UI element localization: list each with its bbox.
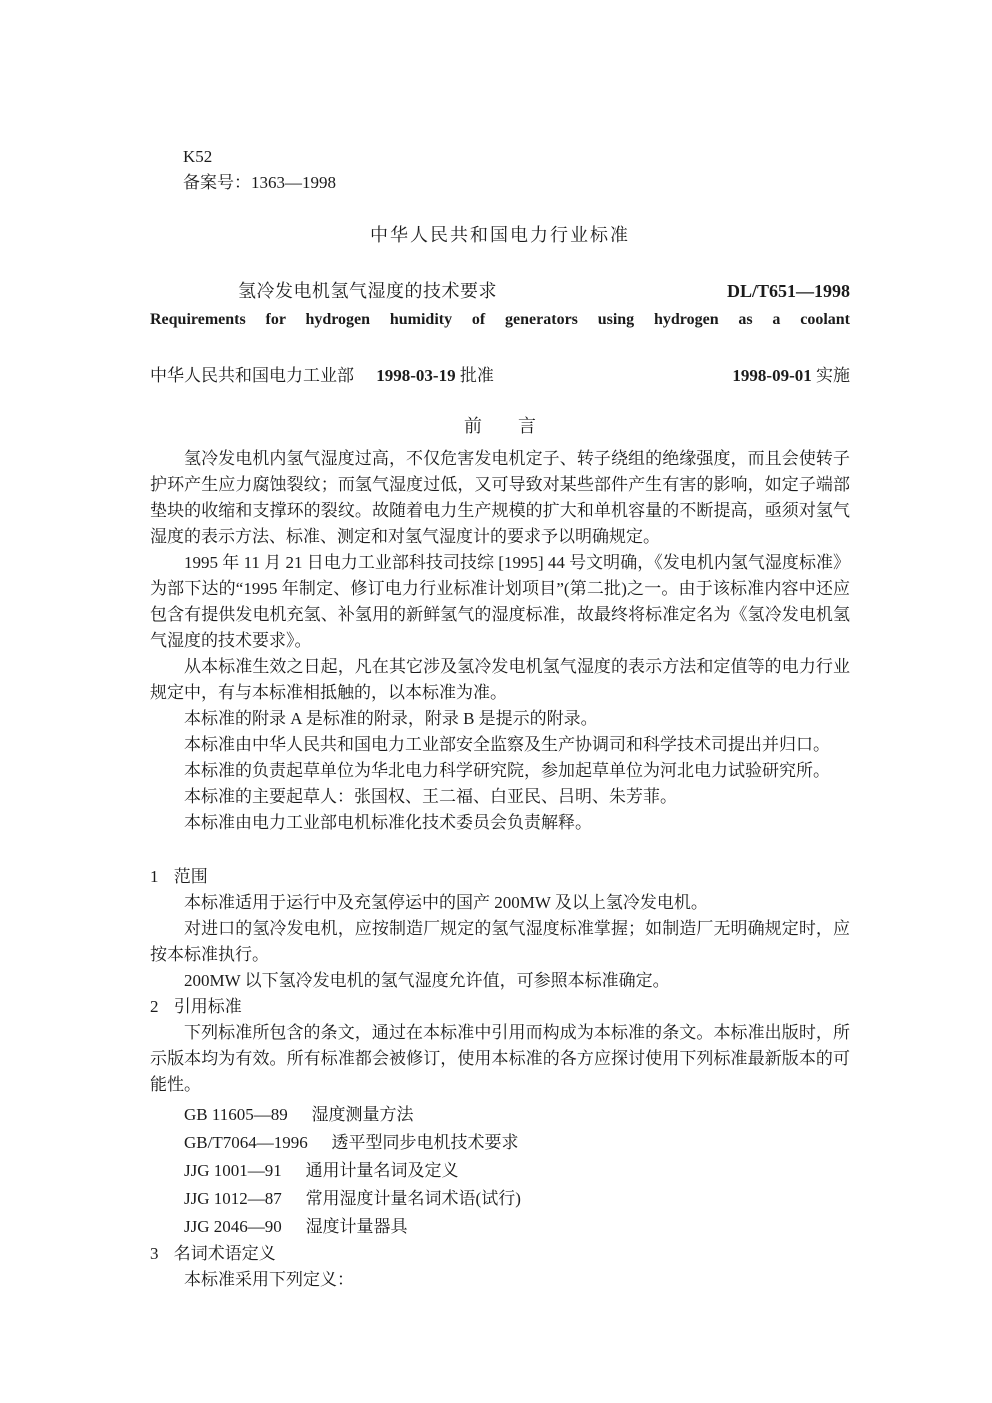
page-content bbox=[150, 0, 850, 1293]
section-number: 2 bbox=[150, 997, 159, 1016]
section-paragraph: 本标准采用下列定义： bbox=[184, 1270, 354, 1289]
document-title-en: Requirements for hydrogen humidity of generators using hydrogen as a coolant bbox=[150, 311, 850, 328]
approval-right bbox=[732, 364, 850, 388]
classification-code: K52 bbox=[183, 147, 213, 166]
foreword-paragraph: 从本标准生效之日起，凡在其它涉及氢冷发电机氢气湿度的表示方法和定值等的电力行业规定中，有与本标准相抵触的，以本标准为准。 bbox=[150, 657, 850, 702]
section-normative-references bbox=[150, 994, 850, 1241]
section-paragraph: 200MW 以下氢冷发电机的氢气湿度允许值，可参照本标准确定。 bbox=[184, 971, 670, 990]
issuing-body: 中华人民共和国电力工业部 bbox=[150, 366, 354, 385]
reference-code: JJG 1001—91 bbox=[184, 1161, 282, 1180]
section-scope bbox=[150, 864, 850, 994]
reference-title: 湿度计量器具 bbox=[305, 1217, 408, 1236]
section-heading bbox=[150, 994, 850, 1020]
reference-title: 通用计量名词及定义 bbox=[305, 1161, 459, 1180]
section-title: 引用标准 bbox=[173, 997, 242, 1016]
title-row bbox=[150, 279, 850, 303]
reference-code: GB 11605—89 bbox=[184, 1105, 288, 1124]
approve-date: 1998-03-19 bbox=[376, 366, 456, 385]
section-paragraph: 对进口的氢冷发电机，应按制造厂规定的氢气湿度标准掌握；如制造厂无明确规定时，应按本标准执行。 bbox=[150, 919, 850, 964]
section-title: 范围 bbox=[173, 867, 208, 886]
foreword-paragraph: 本标准由中华人民共和国电力工业部安全监察及生产协调司和科学技术司提出并归口。 bbox=[184, 735, 830, 754]
reference-title: 湿度测量方法 bbox=[311, 1105, 414, 1124]
approval-row bbox=[150, 364, 850, 388]
reference-item bbox=[150, 1101, 850, 1129]
approval-left bbox=[150, 364, 494, 388]
foreword-paragraph: 本标准的主要起草人：张国权、王二福、白亚民、吕明、朱芳菲。 bbox=[184, 787, 677, 806]
section-title: 名词术语定义 bbox=[173, 1244, 276, 1263]
reference-item bbox=[150, 1157, 850, 1185]
section-terms-definitions bbox=[150, 1241, 850, 1293]
reference-item bbox=[150, 1129, 850, 1157]
foreword-heading: 前 言 bbox=[464, 416, 536, 436]
section-paragraph: 本标准适用于运行中及充氢停运中的国产 200MW 及以上氢冷发电机。 bbox=[184, 893, 708, 912]
reference-code: JJG 2046—90 bbox=[184, 1217, 282, 1236]
section-heading bbox=[150, 1241, 850, 1267]
reference-item bbox=[150, 1213, 850, 1241]
foreword-paragraph: 1995 年 11 月 21 日电力工业部科技司技综 [1995] 44 号文明确，《发电机内氢气湿度标准》为部下达的“1995 年制定、修订电力行业标准计划项目”(第二批)之一。由于该标准内容中还应包含有提供发电机充氢、补氢用的新鲜氢气的湿度标准，故最终将标准定名为《氢冷发电机氢气湿度的技术要求》。 bbox=[150, 553, 850, 650]
approve-label: 批准 bbox=[459, 366, 494, 385]
section-number: 1 bbox=[150, 867, 159, 886]
reference-list bbox=[150, 1101, 850, 1241]
foreword-paragraph: 本标准的负责起草单位为华北电力科学研究院，参加起草单位为河北电力试验研究所。 bbox=[184, 761, 830, 780]
implement-date: 1998-09-01 bbox=[732, 366, 812, 385]
implement-label: 实施 bbox=[816, 366, 850, 385]
reference-code: GB/T7064—1996 bbox=[184, 1133, 308, 1152]
foreword-paragraph: 氢冷发电机内氢气湿度过高，不仅危害发电机定子、转子绕组的绝缘强度，而且会使转子护环产生应力腐蚀裂纹；而氢气湿度过低，又可导致对某些部件产生有害的影响，如定子端部垫块的收缩和支撑环的裂纹。故随着电力生产规模的扩大和单机容量的不断提高，亟须对氢气湿度的表示方法、标准、测定和对氢气湿度计的要求予以明确规定。 bbox=[150, 449, 850, 546]
reference-code: JJG 1012—87 bbox=[184, 1189, 282, 1208]
standard-number: DL/T651—1998 bbox=[726, 281, 850, 301]
record-number: 备案号：1363—1998 bbox=[183, 173, 336, 192]
standard-type-label: 中华人民共和国电力行业标准 bbox=[370, 225, 630, 245]
header-meta bbox=[150, 0, 850, 196]
reference-title: 常用湿度计量名词术语(试行) bbox=[305, 1189, 521, 1208]
reference-title: 透平型同步电机技术要求 bbox=[331, 1133, 519, 1152]
section-number: 3 bbox=[150, 1244, 159, 1263]
document-title-cn: 氢冷发电机氢气湿度的技术要求 bbox=[238, 281, 497, 301]
section-heading bbox=[150, 864, 850, 890]
foreword-paragraph: 本标准的附录 A 是标准的附录，附录 B 是提示的附录。 bbox=[184, 709, 598, 728]
section-paragraph: 下列标准所包含的条文，通过在本标准中引用而构成为本标准的条文。本标准出版时，所示版本均为有效。所有标准都会被修订，使用本标准的各方应探讨使用下列标准最新版本的可能性。 bbox=[150, 1023, 850, 1094]
foreword-paragraph: 本标准由电力工业部电机标准化技术委员会负责解释。 bbox=[184, 813, 592, 832]
reference-item bbox=[150, 1185, 850, 1213]
